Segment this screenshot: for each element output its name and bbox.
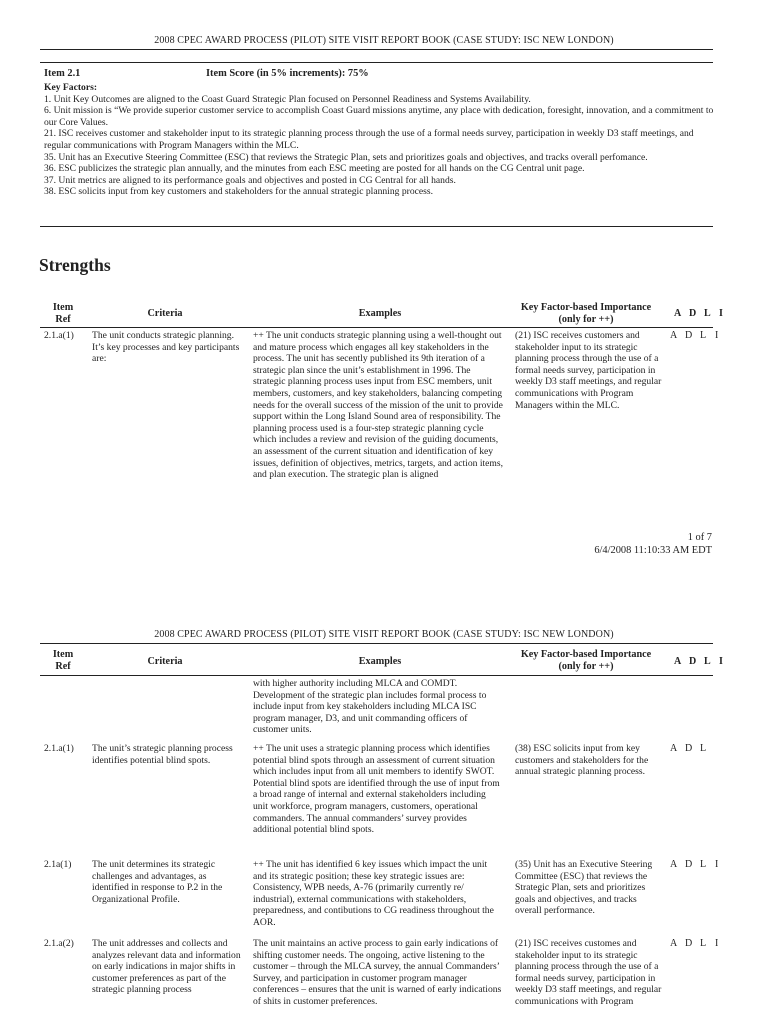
running-header-page2: 2008 CPEC AWARD PROCESS (PILOT) SITE VISIT REPORT BOOK (CASE STUDY: ISC NEW LONDON) bbox=[154, 629, 614, 640]
row-examples: The unit maintains an active process to gain early indications of shifting customer needs. The ongoing, active listening to the customer – through the MLCA survey, the annual Commanders’ Survey, and participation in customer program manager conferences – ensures that the unit is warned of early indications of shits in customer preferences. bbox=[253, 938, 502, 1007]
row-adli: A D L I bbox=[670, 330, 719, 341]
row-adli: A D L I bbox=[670, 938, 719, 949]
row-examples: ++ The unit uses a strategic planning process which identifies potential blind spots through an assessment of current situation which includes input from all unit members to identify SWOT. Potential blind spots are identified through the use of input from a broad range of internal and external stakeholders including unit workforce, program managers, customers, operational commanders. The annual commanders’ survey provides additional potential blind spots. bbox=[253, 743, 500, 836]
row-key-factor: (21) ISC receives customers and stakeholder input to its strategic planning process through the use of a formal needs survey, participation in weekly D3 staff meetings, and regular communications with Program Managers within the MLC. bbox=[515, 330, 662, 411]
key-factors-title: Key Factors: bbox=[44, 82, 98, 93]
key-factor-line: 38. ESC solicits input from key customers and stakeholders for the annual strategic planning process. bbox=[44, 186, 433, 198]
header-rule-page2 bbox=[40, 643, 713, 644]
header-rule bbox=[40, 49, 713, 50]
item-score: Item Score (in 5% increments): 75% bbox=[206, 68, 369, 79]
col-header-adli: A D L I bbox=[674, 308, 723, 319]
col-header-examples-page2: Examples bbox=[358, 656, 402, 667]
key-factor-line: 37. Unit metrics are aligned to its performance goals and objectives and posted in CG Central for all hands. bbox=[44, 174, 456, 186]
footer-timestamp: 6/4/2008 11:10:33 AM EDT bbox=[594, 545, 712, 556]
row-key-factor: (21) ISC receives customes and stakeholder input to its strategic planning process through the use of a formal needs survey, participation in weekly D3 staff meetings, and regular communications with Program bbox=[515, 938, 662, 1007]
page-footer bbox=[594, 531, 712, 557]
key-factor-line: 1. Unit Key Outcomes are aligned to the Coast Guard Strategic Plan focused on Personnel Readiness and Systems Availability. bbox=[44, 93, 531, 105]
item-box-top-rule bbox=[40, 62, 713, 63]
col-header-criteria: Criteria bbox=[147, 308, 183, 319]
row-key-factor: (38) ESC solicits input from key customers and stakeholders for the annual strategic planning process. bbox=[515, 743, 649, 778]
key-factor-line: 21. ISC receives customer and stakeholder input to its strategic planning process through the use of a formal needs survey, participation in weekly D3 staff meetings, and regular communications with Program Managers within the MLC. bbox=[44, 128, 694, 151]
row-criteria: The unit’s strategic planning process identifies potential blind spots. bbox=[92, 743, 233, 766]
col-header-key-factor-page2: Key Factor-based Importance (only for ++) bbox=[520, 649, 652, 672]
row-examples: ++ The unit has identified 6 key issues which impact the unit and its strategic position; these key strategic issues are: Consistency, WPB needs, A-76 (primarily currently re/ industrial), external communications with stakeholders, preparedness, and contibutions to CG readiness throughout the AOR. bbox=[253, 859, 494, 928]
row-item-ref: 2.1.a(2) bbox=[44, 938, 74, 949]
row-examples-continued: with higher authority including MLCA and COMDT. Development of the strategic plan includes formal process to include input from key stakeholders including MLCA ISC program manager, D3, and unit commanding officers of customer units. bbox=[253, 678, 487, 736]
row-criteria: The unit addresses and collects and analyzes relevant data and information on early indications in major shifts in customer preferences as part of the strategic planning process bbox=[92, 938, 241, 996]
row-criteria: The unit determines its strategic challenges and advantages, as identified in response to P.2 in the Organizational Profile. bbox=[92, 859, 223, 905]
row-examples: ++ The unit conducts strategic planning using a well-thought out and mature process which engages all key stakeholders in the process. The unit has secently published its 9th iteration of a strategic plan since the unit’s establishment in 1996. The strategic planning process uses input from ESC members, unit members, customers, and key stakeholders, balancing competing needs for the overall success of the mission of the unit to provide support within the Long Island Sound area of responsibility. The planning process used is a four-step strategic planning cycle which includes a review and revision of the guiding documents, an assessment of the current situation and identification of key issues, definition of objectives, metrics, targets, and action items, and plan execution. The strategic plan is aligned bbox=[253, 330, 504, 481]
row-item-ref: 2.1a(1) bbox=[44, 859, 72, 870]
row-item-ref: 2.1.a(1) bbox=[44, 743, 74, 754]
page-number: 1 of 7 bbox=[687, 532, 712, 543]
table-header-rule bbox=[40, 327, 713, 328]
col-header-item-ref-page2: Item Ref bbox=[52, 649, 74, 672]
row-adli: A D L bbox=[670, 743, 707, 754]
table-header-rule-page2 bbox=[40, 675, 713, 676]
col-header-item-ref: Item Ref bbox=[52, 302, 74, 325]
key-factors bbox=[44, 82, 716, 198]
col-header-adli-page2: A D L I bbox=[674, 656, 723, 667]
col-header-examples: Examples bbox=[358, 308, 402, 319]
col-header-criteria-page2: Criteria bbox=[147, 656, 183, 667]
section-title: Strengths bbox=[39, 255, 111, 275]
row-criteria: The unit conducts strategic planning. It’s key processes and key participants are: bbox=[92, 330, 240, 365]
item-label: Item 2.1 bbox=[44, 68, 81, 79]
col-header-key-factor: Key Factor-based Importance (only for ++) bbox=[520, 302, 652, 325]
key-factor-line: 6. Unit mission is “We provide superior customer service to accomplish Coast Guard missions anytime, any place with dedication, foresight, innovation, and a commitment to our Core Values. bbox=[44, 105, 714, 128]
running-header: 2008 CPEC AWARD PROCESS (PILOT) SITE VISIT REPORT BOOK (CASE STUDY: ISC NEW LONDON) bbox=[154, 35, 614, 46]
row-adli: A D L I bbox=[670, 859, 719, 870]
key-factor-line: 36. ESC publicizes the strategic plan annually, and the minutes from each ESC meeting are posted for all hands on the CG Central unit page. bbox=[44, 163, 585, 175]
row-key-factor: (35) Unit has an Executive Steering Committee (ESC) that reviews the Strategic Plan, sets and prioritizes goals and objectives, and tracks overall performance. bbox=[515, 859, 653, 917]
key-factor-line: 35. Unit has an Executive Steering Committee (ESC) that reviews the Strategic Plan, sets and prioritizes goals and objectives, and tracks overall perfomance. bbox=[44, 151, 648, 163]
row-item-ref: 2.1.a(1) bbox=[44, 330, 74, 341]
key-factors-bottom-rule bbox=[40, 226, 713, 227]
